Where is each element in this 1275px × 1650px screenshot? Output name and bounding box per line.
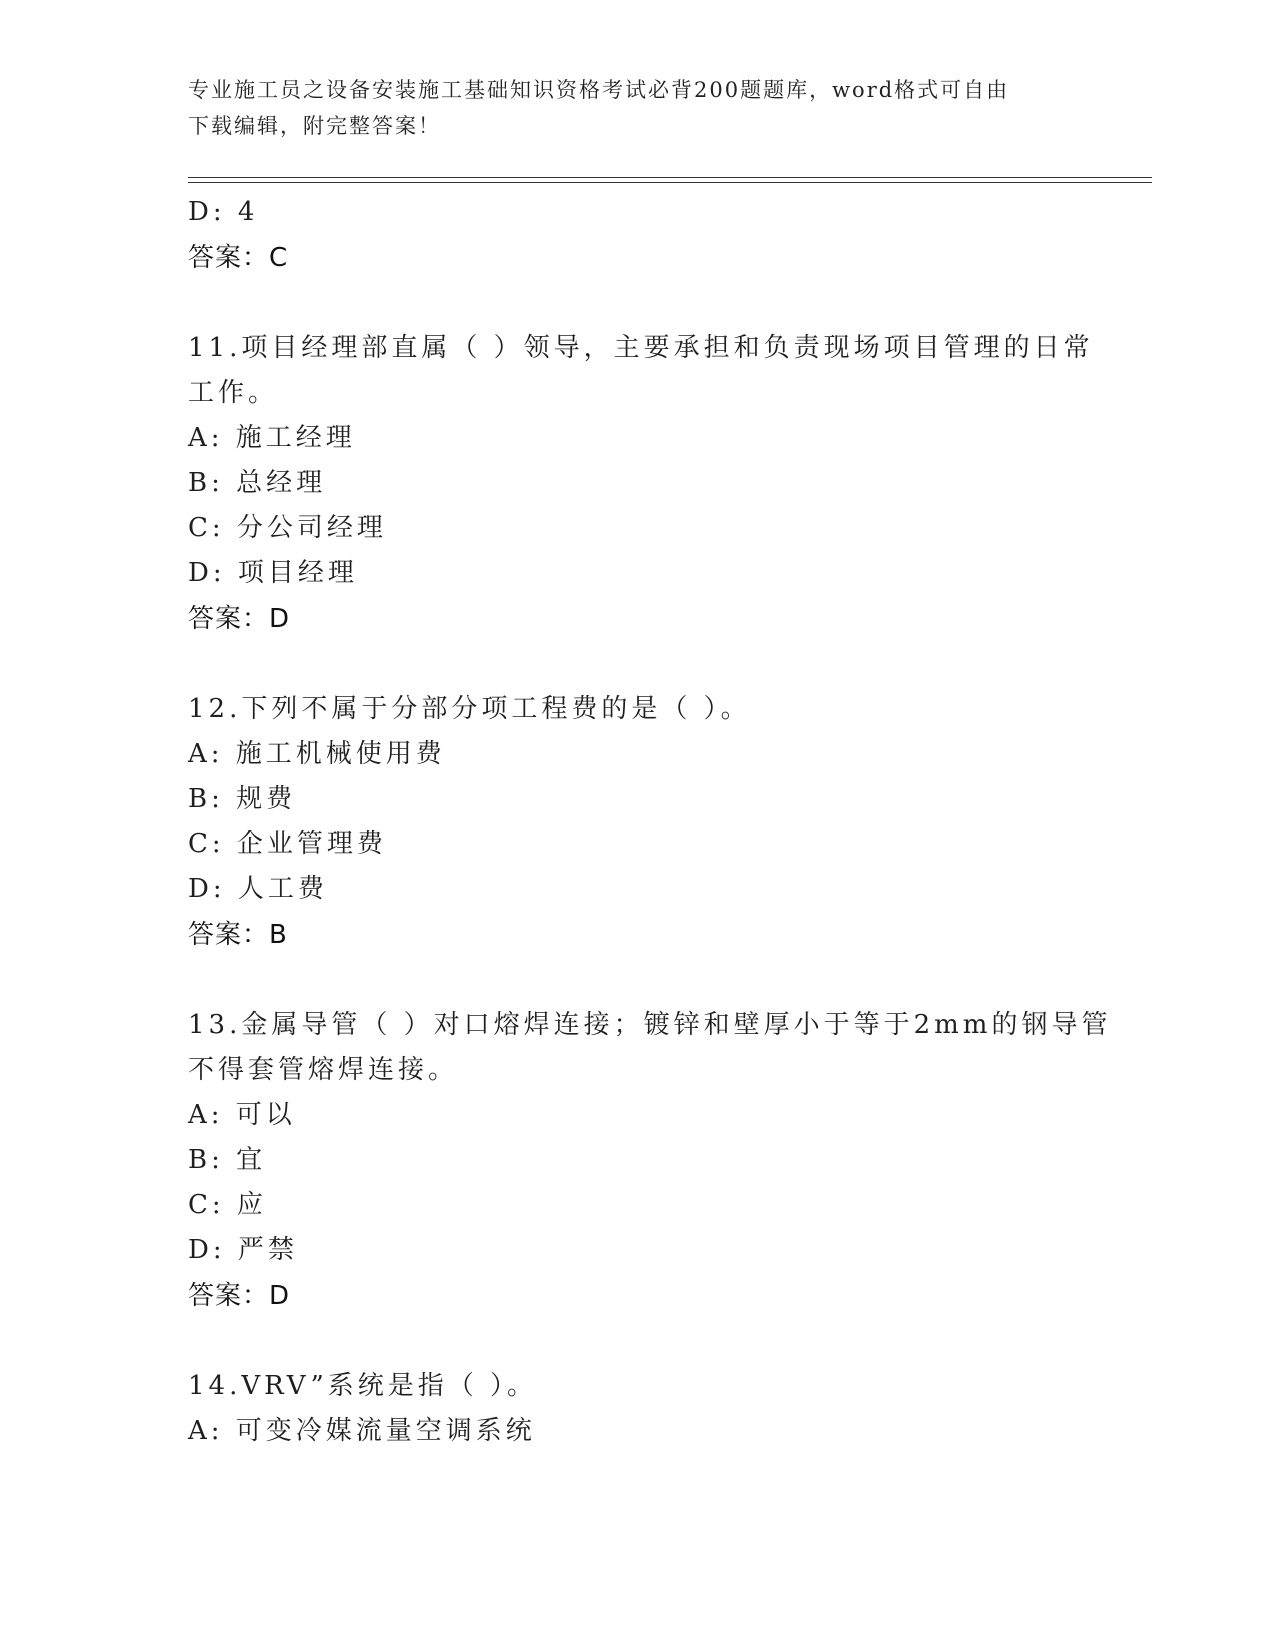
option-a: A: 可以 (188, 1100, 296, 1130)
option-d: D: 严禁 (188, 1235, 298, 1265)
spacer (188, 1319, 1088, 1364)
question-stem: 12.下列不属于分部分项工程费的是（ ）。 (188, 694, 751, 724)
option-d: D: 项目经理 (188, 558, 358, 588)
option-c: C: 企业管理费 (188, 829, 387, 859)
answer-line: 答案：B (188, 920, 288, 950)
spacer (188, 958, 1088, 1003)
answer-line: 答案：C (188, 243, 289, 273)
question-14 (188, 1364, 1088, 1454)
option-a: A: 施工机械使用费 (188, 739, 446, 769)
header-line-2: 下载编辑，附完整答案！ (188, 114, 441, 138)
question-11 (188, 326, 1094, 642)
question-stem: 工作。 (188, 378, 279, 408)
header-line-1: 专业施工员之设备安装施工基础知识资格考试必背200题题库，word格式可自由 (188, 78, 1010, 102)
option-c: C: 分公司经理 (188, 513, 387, 543)
option-b: B: 规费 (188, 784, 297, 814)
question-stem: 不得套管熔焊连接。 (188, 1055, 459, 1085)
question-12 (188, 687, 1088, 958)
header-divider-bottom (188, 182, 1152, 183)
question-stem: 14.VRV”系统是指（ ）。 (188, 1371, 538, 1401)
question-13 (188, 1003, 1112, 1319)
option-b: B: 宜 (188, 1145, 267, 1175)
option-d: D: 人工费 (188, 874, 328, 904)
option-c: C: 应 (188, 1190, 267, 1220)
answer-line: 答案：D (188, 604, 291, 634)
header-divider-top (188, 177, 1152, 178)
question-stem: 13.金属导管（ ）对口熔焊连接；镀锌和壁厚小于等于2mm的钢导管 (188, 1010, 1112, 1040)
option-b: B: 总经理 (188, 468, 327, 498)
option-a: A: 施工经理 (188, 423, 356, 453)
spacer (188, 642, 1088, 687)
spacer (188, 281, 1088, 326)
option-d: D: 4 (188, 197, 259, 227)
question-content (188, 190, 1112, 1454)
page-header (188, 72, 1068, 144)
option-a: A: 可变冷媒流量空调系统 (188, 1416, 536, 1446)
answer-line: 答案：D (188, 1281, 291, 1311)
question-stem: 11.项目经理部直属（ ）领导，主要承担和负责现场项目管理的日常 (188, 333, 1094, 363)
